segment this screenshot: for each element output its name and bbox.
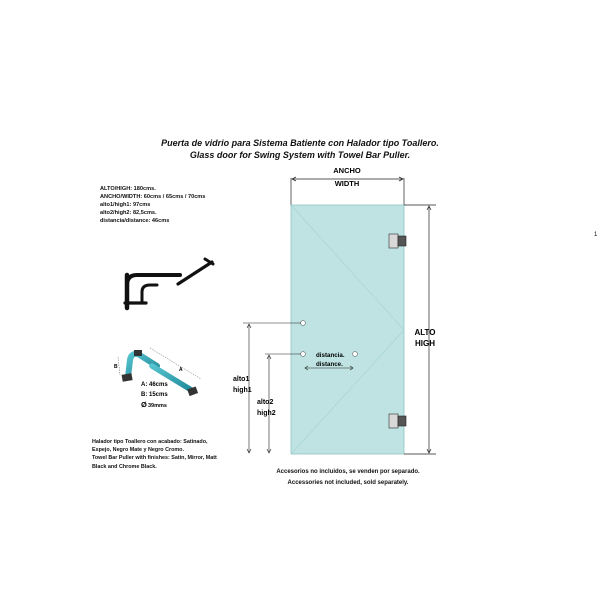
alto1-label: alto1	[233, 376, 250, 383]
finishes-line-1: Halador tipo Toallero con acabado: Satinado,	[92, 439, 208, 445]
accessories-note-es: Accesorios no incluidos, se venden por separado.	[276, 469, 420, 475]
puller-dimension-b: B: 15cms	[141, 392, 168, 398]
hinge-top	[389, 234, 406, 248]
spec-high2: alto2/high2: 82,5cms.	[100, 210, 157, 216]
spec-high: ALTO/HIGH: 180cms.	[100, 186, 156, 192]
accessories-note-en: Accessories not included, sold separately.	[287, 480, 409, 486]
spec-high1: alto1/high1: 97cms	[100, 202, 151, 208]
hole-upper	[301, 321, 306, 326]
title-english: Glass door for Swing System with Towel Bar Puller.	[189, 150, 411, 160]
puller-label-a-mark: A	[179, 367, 183, 373]
spec-width: ANCHO/WIDTH: 60cms / 65cms / 70cms	[100, 194, 206, 200]
alto2-label: alto2	[257, 399, 274, 406]
finishes-line-3: Towel Bar Puller with finishes: Satin, Mirror, Matt	[92, 455, 217, 462]
hinge-bottom	[389, 414, 406, 428]
high1-label: high1	[233, 387, 252, 394]
height-label-en: HIGH	[415, 339, 435, 348]
page-number: 1	[594, 232, 598, 238]
height-label-es: ALTO	[414, 328, 436, 337]
high2-label: high2	[257, 410, 276, 417]
title-spanish: Puerta de vidrio para Sistema Batiente con Halador tipo Toallero.	[161, 138, 439, 148]
distance-label-es: distancia.	[316, 352, 345, 359]
spec-distance: distancia/distance: 46cms	[100, 218, 170, 224]
finishes-line-2: Espejo, Negro Mate y Negro Cromo.	[92, 447, 184, 454]
width-label-es: ANCHO	[333, 166, 361, 175]
distance-label-en: distance.	[316, 361, 343, 368]
puller-diameter-symbol: Ø	[141, 400, 147, 409]
puller-label-b-mark: B	[114, 364, 118, 370]
black-towel-bar-puller	[125, 259, 213, 308]
glass-door-panel	[291, 205, 404, 454]
finishes-line-4: Black and Chrome Black.	[92, 463, 157, 470]
blue-towel-bar-diagram	[122, 350, 199, 396]
hole-right	[353, 352, 358, 357]
hole-left	[301, 352, 306, 357]
width-label-en: WIDTH	[334, 179, 360, 188]
puller-dimension-a: A: 46cms	[141, 382, 168, 388]
puller-diameter-value: 39mms	[148, 403, 167, 409]
